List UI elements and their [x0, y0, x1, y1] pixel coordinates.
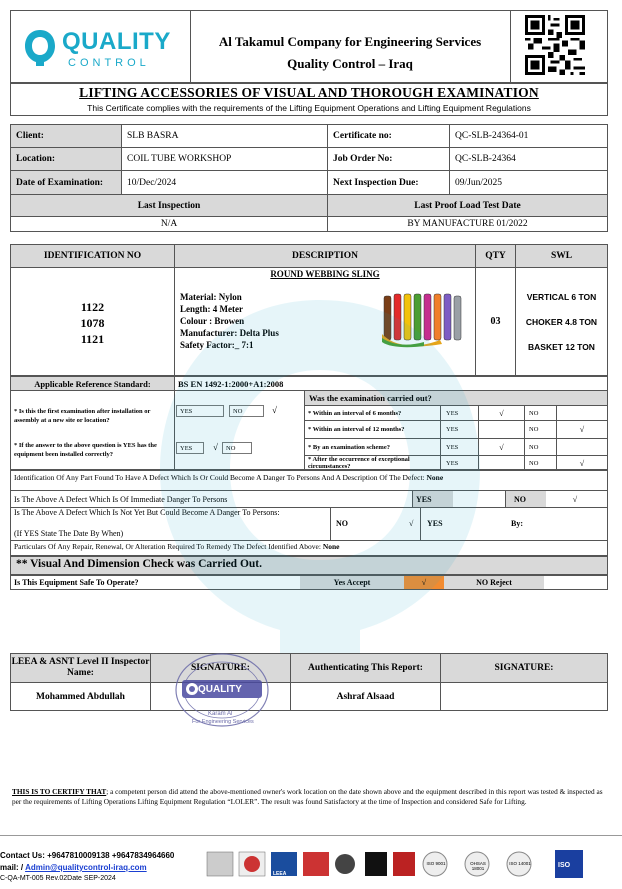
- next-label: Next Inspection Due:: [333, 177, 419, 188]
- signature2-label: SIGNATURE:: [441, 654, 607, 682]
- date-value: 10/Dec/2024: [127, 177, 177, 188]
- stamp-logo-text: QUALITY: [198, 684, 242, 695]
- qr-code-icon[interactable]: [525, 15, 585, 75]
- badge-iso9001: ISO 9001: [426, 861, 446, 866]
- id-1122: 1122: [80, 300, 105, 314]
- safe-no-reject[interactable]: NO Reject: [444, 576, 544, 589]
- r4-yes[interactable]: YES: [446, 459, 459, 467]
- col-swl: SWL: [516, 245, 607, 267]
- immediate-no-check: √: [572, 494, 578, 504]
- report-title: LIFTING ACCESSORIES OF VISUAL AND THOROUGH EXAMINATION: [79, 85, 539, 100]
- cert-value: QC-SLB-24364-01: [455, 131, 529, 141]
- col-description: DESCRIPTION: [175, 245, 475, 267]
- stamp-bottom-text: For Engineering Services: [192, 719, 254, 725]
- id-1078: 1078: [80, 316, 105, 330]
- client-label: Client:: [11, 125, 121, 147]
- desc-colour: Colour : Browen: [180, 316, 245, 326]
- location-value: COIL TUBE WORKSHOP: [127, 154, 232, 164]
- was-carried-out-label: Was the examination carried out?: [305, 391, 607, 405]
- by-label: By:: [511, 518, 523, 528]
- q2-no[interactable]: NO: [222, 442, 252, 454]
- safe-yes-accept[interactable]: Yes Accept: [300, 576, 404, 589]
- not-yet-danger-question: Is The Above A Defect Which Is Not Yet But Could Become A Danger To Persons:: [14, 508, 280, 517]
- immediate-danger-question: Is The Above A Defect Which Is Of Immediate Danger To Persons: [14, 494, 228, 504]
- q1-no-check: √: [272, 405, 277, 415]
- repair-value: None: [322, 542, 340, 551]
- footer-doc-number: C-QA-MT-005 Rev.02Date SEP-2024: [0, 875, 116, 882]
- r1-yes-check: √: [499, 408, 504, 418]
- immediate-no[interactable]: NO: [506, 491, 546, 507]
- cert-label: Certificate no:: [333, 131, 392, 141]
- signature-label: SIGNATURE:: [151, 654, 290, 682]
- qty-value: 03: [490, 316, 501, 327]
- safe-check: √: [404, 576, 444, 589]
- last-inspection-label: Last Inspection: [11, 195, 327, 216]
- logo-sub-text: CONTROL: [68, 57, 150, 69]
- standard-value: BS EN 1492-1:2000+A1:2008: [178, 378, 284, 389]
- col-qty: QTY: [476, 245, 515, 267]
- row-exceptional: * After the occurrence of exceptional circumstances?: [308, 456, 410, 470]
- email-link[interactable]: Admin@qualitycontrol-iraq.com: [25, 863, 147, 872]
- row-exam-scheme: * By an examination scheme?: [308, 443, 390, 451]
- badge-iso14001: ISO 14001: [509, 861, 531, 866]
- question-first-exam: * Is this the first examination after installation or assembly at a new site or location?: [14, 408, 151, 424]
- last-inspection-value: N/A: [160, 219, 178, 229]
- webbing-sling-image: [380, 290, 465, 348]
- r3-no[interactable]: NO: [529, 443, 539, 451]
- swl-vertical: VERTICAL 6 TON: [526, 292, 597, 302]
- r3-yes[interactable]: YES: [446, 443, 459, 451]
- desc-safety: Safety Factor:_ 7:1: [180, 340, 254, 350]
- repair-particulars: Particulars Of Any Repair, Renewal, Or Alteration Required To Remedy The Defect Identified Above: None: [14, 542, 340, 551]
- r1-yes[interactable]: YES: [446, 409, 459, 417]
- defect-identification: Identification Of Any Part Found To Have A Defect Which Is Or Could Become A Danger To Persons And A Description Of The Defect: None: [14, 473, 444, 482]
- report-subtitle: This Certificate complies with the requirements of the Lifting Equipment Operations and Lifting Equipment Regulations: [87, 103, 531, 113]
- last-proof-value: BY MANUFACTURE 01/2022: [407, 219, 528, 229]
- defect-identification-value: None: [426, 473, 444, 482]
- swl-choker: CHOKER 4.8 TON: [525, 317, 598, 327]
- q1-no[interactable]: NO: [229, 405, 264, 417]
- not-yet-no-check: √: [409, 518, 414, 528]
- r2-yes[interactable]: YES: [446, 426, 459, 433]
- visual-check: ** Visual And Dimension Check was Carried Out.: [16, 558, 263, 570]
- safe-question: Is This Equipment Safe To Operate?: [14, 578, 139, 587]
- stamp-top-text: Karam Al: [208, 711, 233, 717]
- desc-length: Length: 4 Meter: [180, 304, 243, 314]
- footer-contact: Contact Us: +9647810009138 +9647834964660: [0, 851, 175, 860]
- client-value: SLB BASRA: [127, 131, 179, 141]
- standard-label: Applicable Reference Standard:: [11, 377, 174, 390]
- q2-yes[interactable]: YES: [176, 442, 204, 454]
- desc-manufacturer: Manufacturer: Delta Plus: [180, 328, 279, 338]
- job-label: Job Order No:: [333, 154, 393, 164]
- r3-yes-check: √: [499, 442, 504, 452]
- company-sub: Quality Control – Iraq: [287, 56, 413, 71]
- immediate-yes[interactable]: YES: [413, 491, 453, 507]
- inspector-label: LEEA & ASNT Level II Inspector Name:: [11, 654, 150, 682]
- inspector-name: Mohammed Abdullah: [36, 691, 125, 702]
- not-yet-sub: (If YES State The Date By When): [14, 529, 124, 538]
- q2-yes-check: √: [213, 442, 218, 452]
- next-value: 09/Jun/2025: [455, 177, 502, 188]
- r2-no[interactable]: NO: [529, 426, 539, 433]
- badge-iso: ISO: [558, 862, 571, 869]
- id-1121: 1121: [80, 332, 105, 346]
- authenticating-label: Authenticating This Report:: [291, 654, 440, 682]
- certify-text: THIS IS TO CERTIFY THAT; a competent person did attend the above-mentioned owner's work location on the date shown above and the equipment described in this report was tested & inspected as per the requirements of Lifting Operations Lifting Equipment Regulation “LOLER”. The result was found Satisfactory at the time of Inspection and considered Safe for Lifting.: [12, 787, 603, 806]
- r4-no-check: √: [579, 458, 585, 468]
- logo-main-text: QUALITY: [62, 28, 171, 55]
- col-identification: IDENTIFICATION NO: [11, 245, 174, 267]
- r2-no-check: √: [579, 425, 585, 434]
- r1-no[interactable]: NO: [529, 409, 539, 417]
- authenticator-name: Ashraf Alsaad: [336, 691, 395, 702]
- last-proof-label: Last Proof Load Test Date: [328, 195, 607, 216]
- desc-material: Material: Nylon: [180, 292, 242, 302]
- not-yet-no[interactable]: NO: [336, 518, 348, 528]
- company-name: Al Takamul Company for Engineering Services: [218, 34, 482, 49]
- desc-title: ROUND WEBBING SLING: [270, 269, 380, 279]
- question-installed: * If the answer to the above question is YES has the equipment been installed correctly?: [14, 442, 157, 458]
- date-label: Date of Examination:: [11, 171, 121, 194]
- job-value: QC-SLB-24364: [455, 154, 516, 164]
- row-12-months: * Within an interval of 12 months?: [308, 426, 405, 433]
- badge-leea: LEEA: [273, 871, 287, 877]
- row-6-months: * Within an interval of 6 months?: [308, 409, 402, 417]
- q1-yes[interactable]: YES: [176, 405, 224, 417]
- badge-ohsas: OHSAS 18001: [470, 861, 486, 871]
- footer-email: mail: / Admin@qualitycontrol-iraq.com: [0, 863, 147, 872]
- accreditation-badges: [205, 846, 615, 884]
- not-yet-yes[interactable]: YES: [427, 518, 443, 528]
- location-label: Location:: [11, 148, 121, 170]
- r4-no[interactable]: NO: [529, 459, 539, 467]
- swl-basket: BASKET 12 TON: [528, 342, 595, 352]
- quality-logo-icon: [22, 28, 58, 68]
